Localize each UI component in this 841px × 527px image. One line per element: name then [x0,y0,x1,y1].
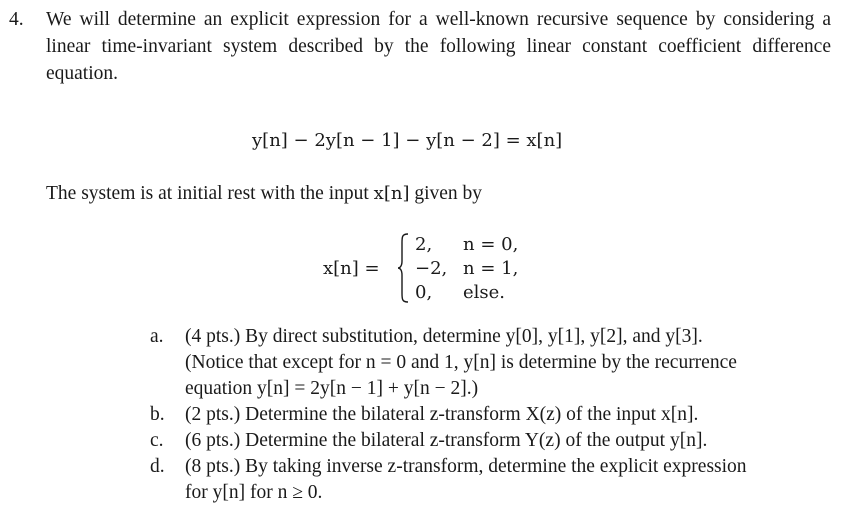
rest-text-before: The system is at initial rest with the input [46,183,374,204]
piecewise-condition: n = 1, [463,258,519,279]
part-label: c. [150,430,164,451]
part-b [143,402,833,428]
part-line: (2 pts.) Determine the bilateral z-transform X(z) of the input x[n]. [185,404,699,425]
piecewise-row [415,279,506,304]
piecewise-value: −2, [415,258,448,279]
problem-intro: We will determine an explicit expression for a well-known recursive sequence by considering a linear time-invariant system described by the following linear constant coefficient difference equation. [46,9,831,84]
part-line: (6 pts.) Determine the bilateral z-transform Y(z) of the output y[n]. [185,430,708,451]
piecewise-condition: else. [463,282,506,303]
part-line: (Notice that except for n = 0 and 1, y[n] is determine by the recurrence [185,352,737,373]
rest-input-symbol: x[n] [373,183,410,204]
left-brace [397,233,409,303]
part-line: for y[n] for n ≥ 0. [185,482,323,503]
piecewise-row [415,231,519,256]
part-a [143,324,833,402]
initial-rest-statement [46,180,482,207]
difference-equation: y[n] − 2y[n − 1] − y[n − 2] = x[n] [252,130,563,151]
piecewise-lhs: x[n] = [323,258,380,279]
problem-parts [143,324,833,506]
rest-text-after: given by [409,183,483,204]
part-c [143,428,833,454]
part-label: d. [150,456,165,477]
piecewise-condition: n = 0, [463,234,519,255]
part-label: a. [150,326,164,347]
part-line: equation y[n] = 2y[n − 1] + y[n − 2].) [185,378,479,399]
part-label: b. [150,404,165,425]
input-piecewise-definition [323,231,583,307]
piecewise-value: 0, [415,282,433,303]
piecewise-row [415,255,519,280]
piecewise-value: 2, [415,234,433,255]
problem-number: 4. [9,9,24,30]
part-line: (4 pts.) By direct substitution, determine y[0], y[1], y[2], and y[3]. [185,326,703,347]
part-d [143,454,833,506]
part-line: (8 pts.) By taking inverse z-transform, determine the explicit expression [185,456,747,477]
